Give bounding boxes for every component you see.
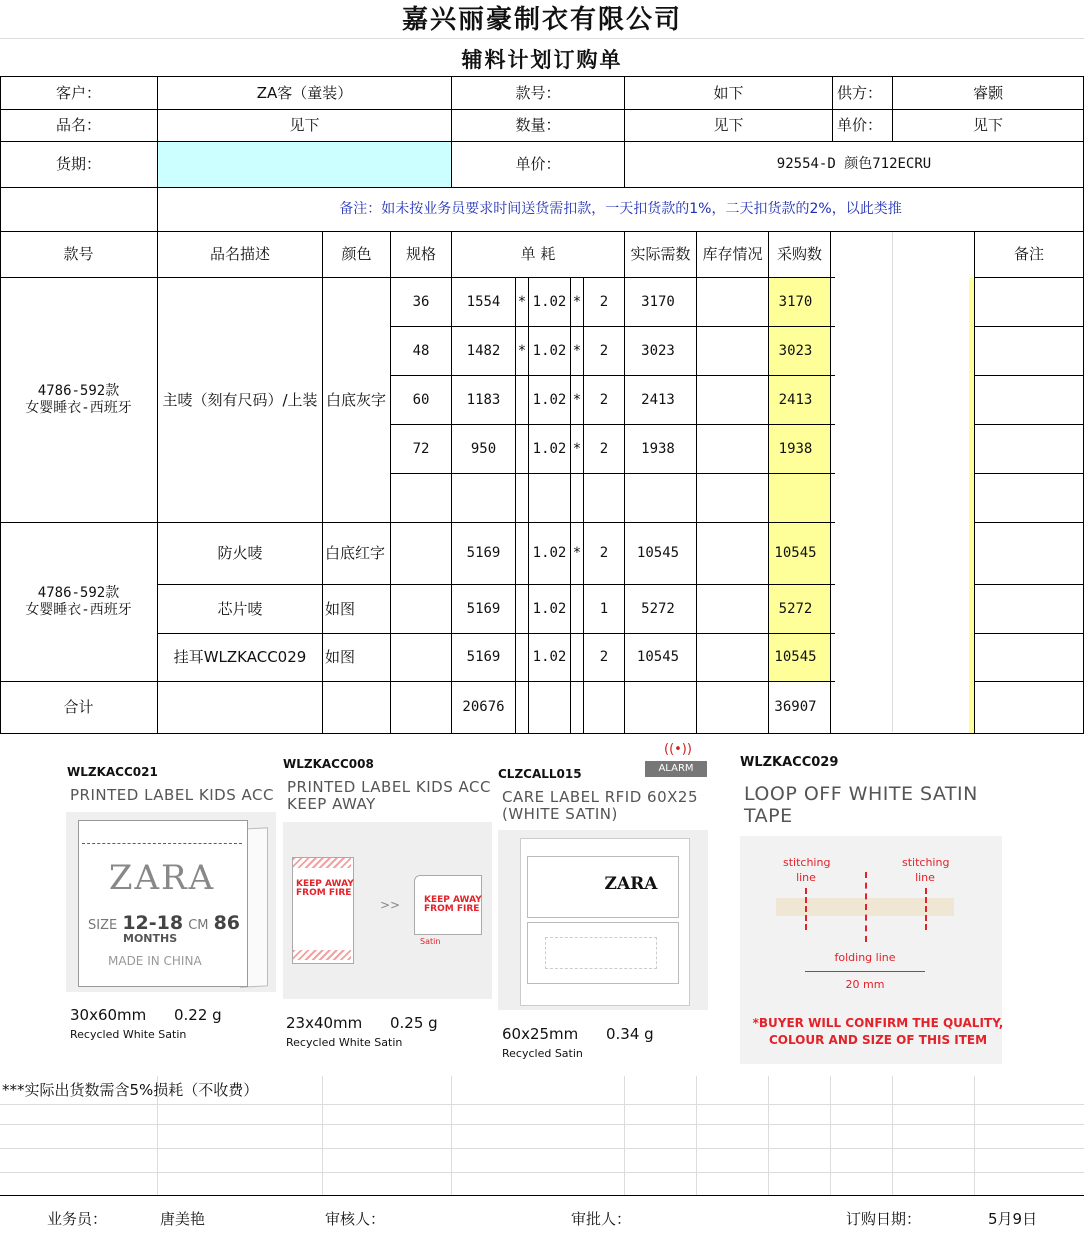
- size-cm: 86: [213, 912, 241, 934]
- actual-cell: 5272: [641, 600, 675, 617]
- label-dims: 30x60mm: [70, 1006, 147, 1024]
- qty-cell: 5169: [466, 545, 501, 561]
- multiplier-cell: 2: [599, 293, 609, 310]
- stitch-line-left: [805, 888, 807, 930]
- actual-cell: 10545: [636, 649, 680, 665]
- salesman-value[interactable]: 唐美艳: [160, 1210, 206, 1228]
- label-material: Recycled White Satin: [286, 1036, 403, 1049]
- multiplier-cell: 1: [599, 600, 609, 617]
- hatch-bottom: [293, 950, 351, 960]
- approver-label: 审批人：: [571, 1210, 632, 1228]
- product-label: 品名：: [55, 116, 101, 134]
- rate-cell: 1.02: [532, 600, 567, 617]
- fold-dash-line: [82, 843, 242, 844]
- size-prefix: SIZE: [88, 918, 118, 933]
- warning-text-folded: KEEP AWAY FROM FIRE: [424, 895, 482, 914]
- purchase-cell[interactable]: 5272: [778, 600, 813, 617]
- color-cell: 白底红字: [325, 544, 386, 562]
- multiplier-cell: 2: [599, 440, 609, 457]
- col-stock: 库存情况: [702, 245, 763, 263]
- rate-cell: 1.02: [532, 342, 567, 359]
- label-weight: 0.22 g: [174, 1006, 222, 1024]
- multiply-sign: *: [572, 391, 582, 408]
- label-title: LOOP OFF WHITE SATIN TAPE: [744, 783, 978, 827]
- col-style: 款号: [63, 245, 94, 263]
- col-color: 颜色: [341, 245, 372, 263]
- group1-color: 白底灰字: [325, 390, 386, 409]
- rate-cell: 1.02: [532, 545, 567, 561]
- qty-cell: 1482: [466, 342, 501, 359]
- rate-cell: 1.02: [532, 649, 567, 665]
- style-label: 款号：: [515, 83, 561, 102]
- supplier-label: 供方：: [837, 83, 883, 102]
- unit-price-value[interactable]: 见下: [972, 116, 1003, 134]
- delivery-label: 货期：: [55, 155, 101, 173]
- unit-price-label: 单价：: [837, 116, 883, 134]
- size-cell: 60: [412, 391, 430, 408]
- fold-line: [865, 872, 867, 942]
- label-code: WLZKACC021: [67, 765, 158, 779]
- customer-label: 客户：: [55, 83, 101, 102]
- purchase-cell[interactable]: 10545: [774, 649, 817, 665]
- size-value: 12-18: [122, 912, 184, 934]
- warning-text-front: KEEP AWAY FROM FIRE: [296, 879, 354, 898]
- size-cell: 48: [412, 342, 430, 359]
- rate-cell: 1.02: [532, 293, 567, 310]
- size-cell: 72: [412, 440, 430, 457]
- multiply-sign: *: [572, 342, 582, 359]
- folding-line-text: folding line: [834, 951, 896, 964]
- multiply-sign: *: [572, 440, 582, 457]
- label-material: Recycled White Satin: [70, 1028, 187, 1041]
- color-cell: 如图: [325, 599, 356, 618]
- rate-cell: 1.02: [532, 391, 567, 408]
- months-text: MONTHS: [123, 932, 178, 945]
- label-code: WLZKACC029: [740, 755, 839, 770]
- rate-cell: 1.02: [532, 440, 567, 457]
- order-date-label: 订购日期：: [846, 1210, 922, 1228]
- size-cell: 36: [412, 293, 430, 310]
- desc-cell: 防火唛: [217, 544, 263, 562]
- stitching-right-text: stitching line: [902, 856, 950, 884]
- made-in-text: MADE IN CHINA: [108, 954, 202, 968]
- group1-desc: 主唛（刻有尺码）/上装: [162, 390, 318, 409]
- col-remark: 备注: [1013, 245, 1044, 263]
- purchase-cell[interactable]: 3170: [778, 293, 813, 310]
- zara-logo: ZARA: [604, 874, 658, 894]
- label-title: CARE LABEL RFID 60X25 (WHITE SATIN): [502, 788, 699, 823]
- document-title: 辅料计划订购单: [461, 46, 623, 72]
- actual-cell: 2413: [641, 391, 675, 408]
- col-actual: 实际需数: [630, 245, 691, 263]
- multiplier-cell: 2: [599, 391, 609, 408]
- multiply-sign: *: [572, 293, 582, 310]
- col-desc: 品名描述: [209, 245, 270, 263]
- size-unit: CM: [188, 918, 209, 933]
- purchase-cell[interactable]: 10545: [774, 545, 817, 561]
- loss-footnote: ***实际出货数需含5%损耗（不收费）: [2, 1081, 259, 1099]
- label-material: Recycled Satin: [502, 1047, 583, 1060]
- qty-cell: 5169: [466, 600, 501, 617]
- desc-cell: 挂耳WLZKACC029: [173, 648, 307, 666]
- desc-cell: 芯片唛: [217, 599, 263, 618]
- satin-text: Satin: [420, 937, 441, 946]
- multiply-sign: *: [517, 293, 527, 310]
- multiply-sign: *: [572, 545, 582, 561]
- hatch-top: [293, 858, 351, 868]
- order-date-value[interactable]: 5月9日: [988, 1210, 1038, 1228]
- rfid-antenna: [545, 937, 657, 969]
- multiplier-cell: 2: [599, 545, 609, 561]
- total-qty: 20676: [462, 699, 505, 715]
- remark-note: 备注：如未按业务员要求时间送货需扣款，一天扣货款的1%，二天扣货款的2%，以此类推: [339, 201, 902, 217]
- actual-cell: 1938: [641, 440, 675, 457]
- qty-cell: 1183: [466, 391, 501, 408]
- actual-cell: 10545: [636, 545, 680, 561]
- measure-text: 20 mm: [845, 978, 885, 991]
- zara-logo: ZARA: [108, 858, 216, 898]
- stitch-line-right: [925, 888, 927, 930]
- group1-style: 4786-592款 女婴睡衣-西班牙: [25, 383, 132, 416]
- color-cell: 如图: [325, 648, 356, 666]
- col-purchase: 采购数: [776, 245, 822, 263]
- group2-style: 4786-592款 女婴睡衣-西班牙: [25, 585, 132, 618]
- stitching-left-text: stitching line: [783, 856, 831, 884]
- multiplier-cell: 2: [599, 649, 609, 665]
- reviewer-label: 审核人：: [325, 1210, 386, 1228]
- quantity-label: 数量：: [515, 116, 561, 134]
- salesman-label: 业务员：: [47, 1210, 108, 1228]
- multiply-sign: *: [517, 342, 527, 359]
- price-value[interactable]: 92554-D 颜色712ECRU: [776, 156, 932, 172]
- label-weight: 0.25 g: [390, 1014, 438, 1032]
- qty-cell: 950: [470, 440, 497, 457]
- col-consumption: 单 耗: [520, 245, 556, 263]
- label-dims: 23x40mm: [286, 1014, 363, 1032]
- delivery-value[interactable]: [158, 142, 451, 187]
- col-size: 规格: [405, 245, 436, 263]
- measure-line: [805, 971, 925, 972]
- label-title: PRINTED LABEL KIDS ACC KEEP AWAY: [287, 778, 491, 813]
- qty-cell: 1554: [466, 293, 501, 310]
- purchase-cell[interactable]: 2413: [778, 391, 813, 408]
- size-line: [88, 912, 240, 934]
- quantity-value[interactable]: 见下: [713, 116, 744, 134]
- label-strip-unfolded: [292, 857, 354, 964]
- label-weight: 0.34 g: [606, 1025, 654, 1043]
- arrow-glyph: >>: [380, 898, 401, 912]
- actual-cell: 3170: [641, 293, 675, 310]
- qty-cell: 5169: [466, 649, 501, 665]
- price-label: 单价：: [515, 155, 561, 173]
- label-title: PRINTED LABEL KIDS ACC: [70, 786, 274, 804]
- customer-value[interactable]: ZA客（童装）: [256, 83, 353, 102]
- purchase-cell[interactable]: 3023: [778, 342, 813, 359]
- company-name: 嘉兴丽豪制衣有限公司: [401, 4, 682, 35]
- multiplier-cell: 2: [599, 342, 609, 359]
- style-value[interactable]: 如下: [713, 83, 744, 102]
- purchase-cell[interactable]: 1938: [778, 440, 813, 457]
- alarm-badge: ALARM: [645, 761, 707, 777]
- product-value[interactable]: 见下: [289, 116, 320, 134]
- alarm-icon: ((•)): [664, 742, 692, 757]
- total-label: 合计: [63, 698, 94, 716]
- buyer-note: *BUYER WILL CONFIRM THE QUALITY, COLOUR AND SIZE OF THIS ITEM: [752, 1016, 1004, 1047]
- supplier-value[interactable]: 睿颢: [972, 83, 1003, 102]
- label-code: CLZCALL015: [498, 767, 582, 781]
- total-purchase: 36907: [774, 699, 817, 715]
- label-code: WLZKACC008: [283, 757, 374, 771]
- label-dims: 60x25mm: [502, 1025, 579, 1043]
- actual-cell: 3023: [641, 342, 675, 359]
